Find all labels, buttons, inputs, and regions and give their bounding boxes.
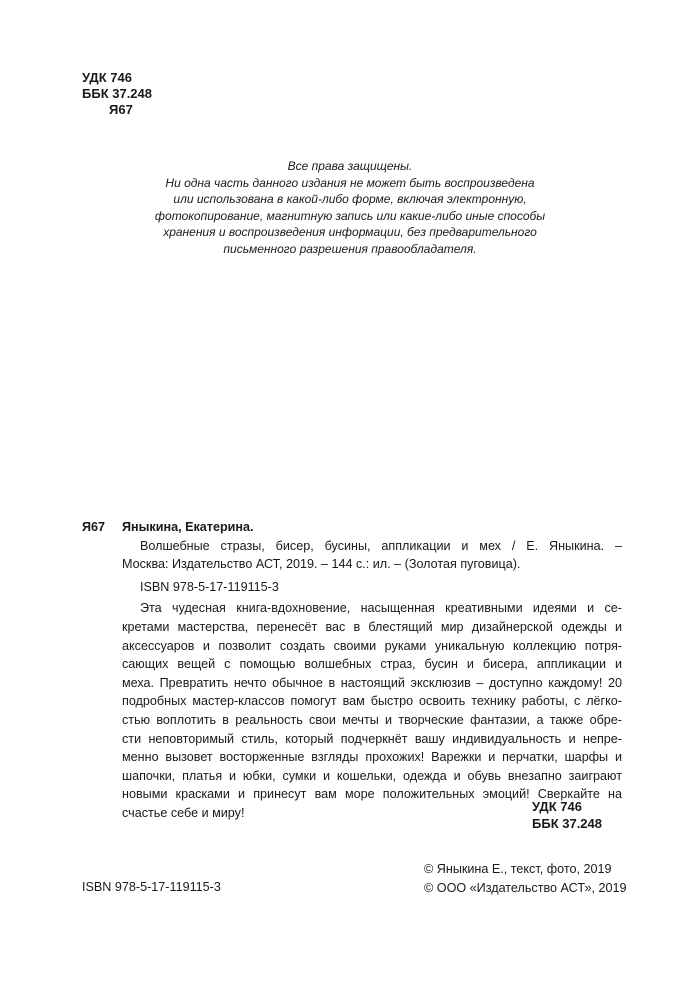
udk-code: УДК 746 [82, 70, 132, 85]
annotation-line: сающих вещей с помощью волшебных страз, бусин и бисера, аппликации и [122, 657, 622, 672]
rights-line: Ни одна часть данного издания не может быть воспроизведена [165, 175, 535, 190]
entry-annotation [122, 599, 622, 822]
catalog-entry [82, 518, 622, 823]
entry-title-line: Волшебные стразы, бисер, бусины, аппликации и мех / Е. Яныкина. – [140, 538, 622, 553]
rights-line: хранения и воспроизведения информации, без предварительного [163, 225, 537, 239]
bbk-code: ББК 37.248 [532, 816, 602, 831]
udk-code: УДК 746 [532, 799, 582, 814]
annotation-line: счастье себе и миру! [122, 805, 245, 820]
annotation-line: аксессуаров и позволит создать своими руками уникальную коллекцию потря- [122, 638, 622, 653]
footer-isbn: ISBN 978-5-17-119115-3 [82, 880, 221, 894]
annotation-line: меха. Превратить нечто обычное в настоящий эксклюзив – доступно каждому! 20 [122, 675, 622, 690]
annotation-line: стью воплотить в реальность свои мечты и творческие фантазии, а также обре- [122, 712, 622, 727]
annotation-line: новыми красками и принесут вам море положительных эмоций! Сверкайте на [122, 787, 622, 802]
entry-isbn: ISBN 978-5-17-119115-3 [140, 579, 279, 594]
entry-author: Яныкина, Екатерина. [122, 520, 254, 534]
rights-line: Все права защищены. [287, 159, 413, 173]
entry-body [82, 537, 622, 823]
copyright-block [424, 860, 627, 898]
annotation-line: подробных мастер-классов помогут вам быстро освоить технику работы, с лёгко- [122, 694, 622, 709]
copyright-line: © ООО «Издательство АСТ», 2019 [424, 881, 627, 895]
annotation-line: менно вызовет восторженные взгляды прохожих! Варежки и перчатки, шарфы и [122, 750, 622, 765]
annotation-line: кретами мастерства, перенесёт вас в блестящий мир дизайнерской одежды и [122, 619, 622, 634]
annotation-line: шапочки, платья и юбки, сумки и кошельки, одежда и обувь внезапно заиграют [122, 768, 622, 783]
rights-line: или использована в какой-либо форме, включая электронную, [173, 192, 527, 206]
classification-block-bottom [532, 798, 602, 832]
entry-author-mark: Я67 [82, 520, 106, 534]
author-mark: Я67 [109, 102, 133, 117]
entry-heading [82, 518, 622, 537]
entry-title-line: Москва: Издательство АСТ, 2019. – 144 с.: ил. – (Золотая пуговица). [122, 557, 521, 572]
annotation-line: сти неповторимый стиль, который подчеркнёт вашу индивидуальность и непре- [122, 731, 622, 746]
classification-block-top [82, 70, 152, 118]
rights-line: письменного разрешения правообладателя. [223, 241, 477, 256]
rights-line: фотокопирование, магнитную запись или какие-либо иные способы [154, 208, 546, 223]
copyright-line: © Яныкина Е., текст, фото, 2019 [424, 862, 612, 876]
annotation-line: Эта чудесная книга-вдохновение, насыщенная креативными идеями и се- [140, 601, 622, 616]
bbk-code: ББК 37.248 [82, 86, 152, 101]
rights-notice [130, 158, 570, 257]
